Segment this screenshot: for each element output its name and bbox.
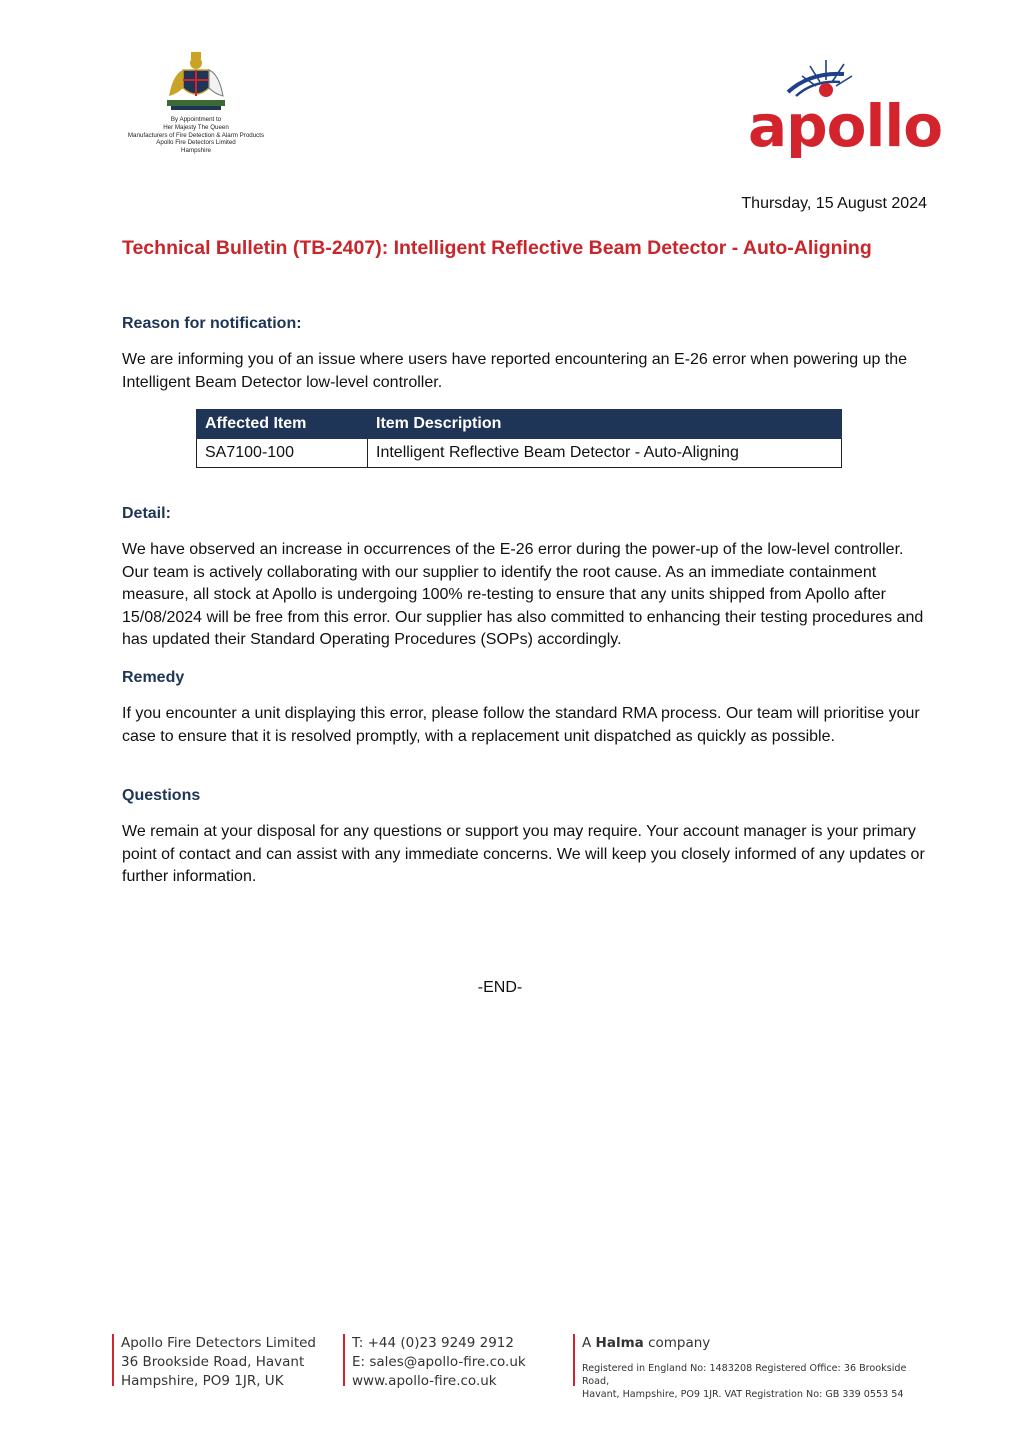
- reason-body: We are informing you of an issue where users have reported encountering an E-26 error when powering up the Intelligent Beam Detector low-level controller.: [122, 351, 908, 391]
- reason-heading: Reason for notification:: [122, 315, 302, 332]
- appointment-line: Hampshire: [181, 147, 211, 155]
- footer-contact: [352, 1334, 526, 1391]
- footer-address-line: Hampshire, PO9 1JR, UK: [121, 1373, 284, 1389]
- appointment-line: Apollo Fire Detectors Limited: [156, 139, 236, 147]
- footer-divider: [573, 1334, 575, 1386]
- royal-warrant: [108, 50, 284, 155]
- table-cell: SA7100-100: [197, 439, 368, 468]
- halma-name: Halma: [595, 1335, 644, 1351]
- halma-prefix: A: [582, 1335, 592, 1351]
- bulletin-title: Technical Bulletin (TB-2407): Intelligent Reflective Beam Detector - Auto-Aligning: [122, 237, 872, 259]
- end-marker: -END-: [477, 979, 523, 996]
- affected-items-table: [196, 409, 842, 468]
- detail-body: We have observed an increase in occurrences of the E-26 error during the power-up of the low-level controller. Our team is actively collaborating with our supplier to identify the root cause. As an immediate containment measure, all stock at Apollo is undergoing 100% re-testing to ensure that any units shipped from Apollo after 15/08/2024 will be free from this error. Our supplier has also committed to enhancing their testing procedures and has updated their Standard Operating Procedures (SOPs) accordingly.: [122, 541, 924, 649]
- footer-company: Apollo Fire Detectors Limited: [121, 1335, 316, 1351]
- registration-line: Registered in England No: 1483208 Registered Office: 36 Brookside Road,: [582, 1363, 907, 1387]
- footer-registration: [582, 1334, 932, 1401]
- halma-suffix: company: [648, 1335, 711, 1351]
- bulletin-date: Thursday, 15 August 2024: [741, 195, 927, 212]
- table-header: Affected Item: [197, 410, 368, 439]
- table-cell: Intelligent Reflective Beam Detector - Auto-Aligning: [368, 439, 842, 468]
- footer-divider: [343, 1334, 345, 1386]
- registration-details: [582, 1362, 932, 1401]
- appointment-text: [108, 116, 284, 155]
- table-header-row: [197, 410, 842, 439]
- remedy-body: If you encounter a unit displaying this error, please follow the standard RMA process. Our team will prioritise your case to ensure that it is resolved promptly, with a replacement unit dispatched as quickly as possible.: [122, 705, 920, 745]
- remedy-heading: Remedy: [122, 669, 185, 686]
- table-row: [197, 439, 842, 468]
- footer-phone: T: +44 (0)23 9249 2912: [352, 1335, 514, 1351]
- royal-crest-icon: [163, 50, 229, 112]
- halma-company: [582, 1334, 932, 1353]
- apollo-logo: [748, 54, 943, 164]
- footer-address-line: 36 Brookside Road, Havant: [121, 1354, 305, 1370]
- detail-heading: Detail:: [122, 505, 171, 522]
- footer-website: www.apollo-fire.co.uk: [352, 1373, 497, 1389]
- questions-body: We remain at your disposal for any questions or support you may require. Your account manager is your primary point of contact and can assist with any immediate concerns. We will keep you closely informed of any updates or further information.: [122, 823, 925, 886]
- registration-line: Havant, Hampshire, PO9 1JR. VAT Registration No: GB 339 0553 54: [582, 1389, 904, 1400]
- table-header: Item Description: [368, 410, 842, 439]
- appointment-line: Manufacturers of Fire Detection & Alarm Products: [127, 131, 265, 139]
- footer-address: [121, 1334, 316, 1391]
- appointment-line: Her Majesty The Queen: [163, 123, 229, 131]
- footer-divider: [112, 1334, 114, 1386]
- logo-wordmark: apollo: [748, 92, 943, 160]
- footer-email: E: sales@apollo-fire.co.uk: [352, 1354, 526, 1370]
- appointment-line: By Appointment to: [170, 116, 222, 123]
- questions-heading: Questions: [122, 787, 201, 804]
